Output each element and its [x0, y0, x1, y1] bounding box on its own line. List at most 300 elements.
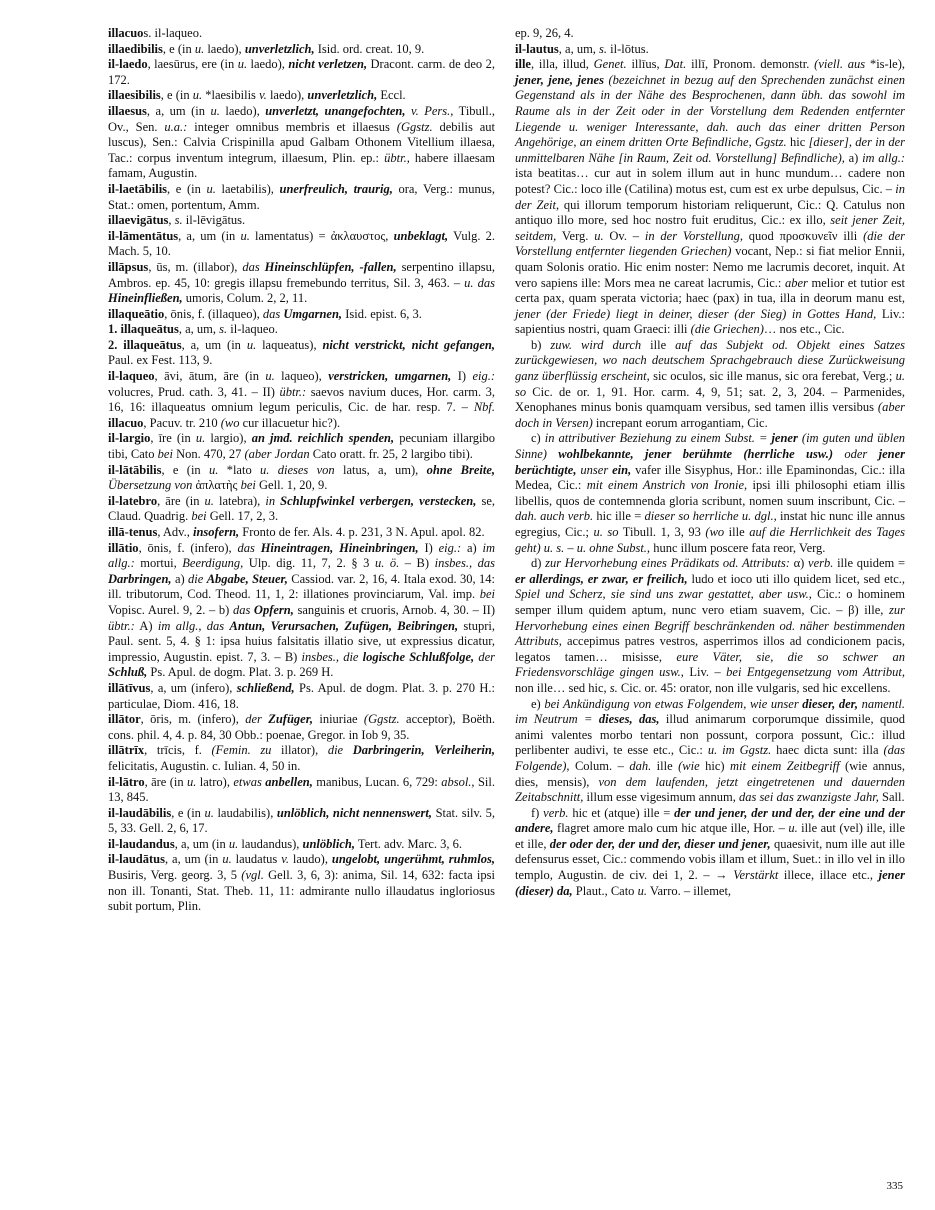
entry-text: , e (in [161, 462, 210, 477]
headword: il-laqueo [108, 369, 155, 384]
headword: illaqueātio [108, 306, 165, 321]
dictionary-entry [108, 260, 495, 307]
entry-text: (die Griechen) [690, 322, 764, 337]
entry-text: übtr.: [279, 384, 307, 399]
headword: il-laudābilis [108, 805, 172, 820]
entry-text: , e (in [171, 805, 205, 820]
entry-text: Gell. 1, 20, 9. [255, 478, 328, 493]
entry-text: u. [788, 821, 798, 836]
entry-text: *laesibilis [202, 88, 260, 103]
entry-text: latro), [196, 774, 234, 789]
entry-text: , a, um (in [164, 852, 223, 867]
entry-text: zur Hervorhebung eines Prädikats od. Attributs: [545, 556, 790, 571]
entry-text: u. [194, 41, 205, 56]
entry-text: α) [789, 556, 809, 571]
german-translation: Antun, Verursachen, Zufügen, Beibringen, [229, 618, 459, 633]
entry-text: pecuniam illargibo tibi, Cato [108, 431, 496, 462]
entry-text: , a, um (infero), [150, 680, 237, 695]
entry-text: d) [531, 556, 546, 571]
entry-text: Cato oratt. fr. 25, 2 largibo tibi). [309, 447, 473, 462]
entry-text: das [242, 259, 265, 274]
entry-text: (Femin. zu [211, 743, 272, 758]
entry-text: vafer ille Sisyphus, Hor.: ille Epaminondas, Cic.: illa Medea, Cic.: [515, 462, 906, 493]
entry-text: (wie [678, 758, 700, 773]
entry-text: Cic. de or. 1, 91. Hor. carm. 4, 9, 51; sat. 2, 3, 204. – Parmenides, Xenophanes minus bonis quamquam versibus, sed tamen illis versibus [515, 384, 905, 415]
entry-text: namentl. im Neutrum = [515, 696, 906, 727]
entry-text: , a, um, [558, 41, 600, 56]
headword: il-largio [108, 431, 151, 446]
entry-text: a) [171, 571, 189, 586]
entry-text: laedo), [204, 41, 245, 56]
entry-text: latebra), [213, 493, 266, 508]
german-translation: Opfern, [253, 602, 294, 617]
entry-text: Ps. Apul. de dogm. Plat. 3. p. 269 H. [147, 665, 334, 680]
dictionary-entry [108, 431, 495, 462]
entry-text: Spiel und Scherz, sie sind uns zwar gestattet, aber usw., [515, 587, 812, 602]
headword: il-laudandus [108, 836, 175, 851]
entry-text: im allg.: [108, 540, 495, 571]
entry-text: eig.: [472, 369, 496, 384]
entry-text: Beerdigung, [182, 556, 244, 571]
entry-text: , trīcis, f. [144, 743, 212, 758]
entry-text: umoris, Colum. 2, 2, 11. [182, 291, 308, 306]
entry-text: (Ggstz. [396, 119, 433, 134]
headword: illaevigātus [108, 213, 169, 228]
entry-text: , āre (in [157, 493, 205, 508]
entry-text: illīus, [626, 57, 665, 72]
entry-text: , ōnis, f. (illaqueo), [164, 306, 263, 321]
entry-text: in [265, 493, 281, 508]
entry-text: , laesūrus, ere (in [147, 57, 238, 72]
entry-text: – B) [399, 556, 435, 571]
entry-text: auf das Subjekt od. Objekt eines Satzes zurückgewiesen, wo nach deutschem Sprachgebrauch diese Zurückweisung ganz überflüssig erscheint, [515, 337, 906, 384]
dictionary-entry [515, 26, 905, 42]
entry-text: u. [209, 462, 219, 477]
entry-text: auf die Herrlichkeit des Tages geht) u. s. – u. ohne Subst., [515, 525, 906, 555]
german-translation: Darbringen, [108, 571, 172, 586]
entry-text: der [478, 649, 495, 664]
entry-text: insbes., die [301, 649, 363, 664]
entry-text: mit einem Anstrich von Ironie, [586, 478, 748, 493]
entry-text: der [245, 712, 269, 727]
entry-text: ille [641, 337, 676, 352]
entry-text: Verg. [556, 228, 595, 243]
dictionary-entry [515, 556, 905, 696]
entry-text: ludo et ioco uti illo quidem licet, sed etc., [687, 571, 905, 586]
german-translation: jener berüchtigte, [515, 447, 906, 477]
entry-text: laetabilis), [215, 181, 280, 196]
headword: illacuo [108, 415, 144, 430]
entry-text: (wo [220, 415, 240, 430]
entry-text: Dracont. carm. de deo 2, 172. [108, 57, 495, 87]
entry-text: [dieser], der in der unmittelbaren Nähe [in Raum, Zeit od. Vorstellung] Befindliche), [515, 135, 905, 165]
entry-text: s. [609, 680, 618, 695]
dictionary-entry [515, 697, 905, 806]
entry-text: Non. 470, 27 [172, 447, 245, 462]
entry-text: lamentatus) = ἀκλαυστος, [249, 228, 394, 243]
entry-text: bei Entgegensetzung vom Attribut, [726, 665, 906, 680]
entry-text: Verstärkt [733, 868, 779, 883]
entry-text: das [237, 540, 261, 555]
entry-text: laudabilis), [213, 805, 277, 820]
entry-text: serpentino illapsu, Ambros. ep. 45, 10: gregis illapsu fremebundo territus, Sil. 3, 463. – [108, 259, 496, 290]
entry-text: oder [844, 447, 879, 462]
dictionary-entry [108, 463, 495, 494]
entry-text: laudo), [288, 852, 332, 867]
entry-text: , ūs, m. (illabor), [148, 259, 243, 274]
entry-text: in der Vorstellung, [644, 228, 743, 243]
headword: illā-tenus [108, 525, 158, 539]
german-translation: unlöblich, [302, 836, 355, 851]
headword: il-lautus [515, 41, 559, 56]
entry-text: mortui, [134, 556, 183, 571]
entry-text: , e (in [160, 88, 193, 103]
entry-text: increpant eorum arrogantiam, Cic. [592, 415, 768, 430]
entry-text: Eccl. [377, 88, 406, 103]
headword: il-laedo [108, 57, 148, 72]
entry-text: u. so [593, 525, 619, 539]
entry-text: u. im Ggstz. [707, 743, 772, 758]
entry-text: Sil. 13, 845. [108, 774, 495, 805]
entry-text: saevos navium duces, Hor. carm. 3, 16, 16: illaqueatus omnium legum periculis, Cic. de har. resp. 7. – [108, 384, 495, 415]
entry-text: debilis aut luscus), Sen.: Calvia Crispinilla apud Galbam Othonem Vitellium illaesa, Tac.: corpus inventum integrum, illaesum, Plin. ep.: [108, 119, 495, 165]
dictionary-entry [108, 42, 495, 58]
dictionary-entry [108, 182, 495, 213]
dictionary-entry [108, 743, 495, 774]
entry-text: , [168, 213, 175, 228]
entry-text: die [188, 571, 207, 586]
entry-text: absol., [441, 774, 475, 789]
entry-text: bei Ankündigung von etwas Folgendem, wie unser [544, 696, 803, 711]
entry-text: ipsi illi philosophi etiam illis libellis, quos de contemnenda gloria scribunt, nomen suum inscribunt, Cic. – [515, 478, 905, 508]
entry-text: Stat. silv. 5, 5, 33. Gell. 2, 6, 17. [108, 805, 496, 836]
dictionary-entry [108, 213, 495, 229]
headword: ille [515, 57, 531, 72]
german-translation: jener (dieser) da, [515, 868, 905, 898]
entry-text: eure Väter, sie, die so schwer an Friedensvorschläge gingen usw., [515, 649, 905, 680]
entry-text: (wie annus, dies, mensis), [515, 758, 905, 789]
entry-text: integer omnibus membris et illaesus [187, 119, 397, 134]
entry-text: u.a.: [164, 119, 188, 134]
entry-text: non ille… sed hic, [515, 680, 610, 695]
left-column [108, 26, 495, 915]
german-translation: logische Schlußfolge, [362, 649, 475, 664]
headword: il-lāmentātus [108, 228, 179, 243]
entry-text: (wo [705, 525, 725, 539]
headword: illaedibilis [108, 41, 163, 56]
entry-text: u. [222, 852, 232, 867]
entry-text: ille aut (vel) ille, ille et ille, [515, 821, 905, 851]
entry-text: il-laqueo. [227, 322, 278, 337]
entry-text: , a, um (in [174, 836, 229, 851]
headword: il-laudātus [108, 852, 165, 867]
entry-text: illud animarum corporumque dissimile, quod animi valentes morbo tentari non possunt, corpora possunt, Cic.: illud perlibenter audivi, te esse etc., Cic.: [515, 712, 906, 758]
headword: illacuo [108, 26, 144, 40]
entry-text: accepimus patres vestros, asperrimos illos ad condicionem pacis, legatos tamen… misisse, [515, 634, 905, 664]
entry-text: il-lēvigātus. [182, 213, 246, 228]
headword: illaesibilis [108, 88, 161, 103]
german-translation: Hineinschlüpfen, -fallen, [264, 259, 397, 274]
german-translation: an jmd. reichlich spenden, [251, 431, 395, 446]
entry-text: quod προσκυνεῖν illi [742, 228, 864, 243]
german-translation: der oder der, der und der, dieser und jener, [549, 836, 771, 851]
german-translation: Hineinfließen, [108, 291, 183, 306]
entry-text: laedo), [266, 88, 308, 103]
dictionary-entry [108, 837, 495, 853]
entry-text: laqueo), [274, 369, 329, 384]
dictionary-entry [108, 338, 495, 369]
entry-text: illator), [271, 743, 328, 758]
entry-text [547, 447, 558, 461]
entry-text: Tibull. 1, 3, 93 [618, 525, 706, 539]
entry-text: (aber doch in Versen) [515, 400, 905, 430]
entry-text: , a, um (in [181, 337, 247, 352]
entry-text: hic) [699, 758, 731, 773]
entry-text: illī, Pronom. demonstr. [686, 57, 815, 72]
entry-text: se, Claud. Quadrig. [108, 493, 495, 524]
german-translation: ohne Breite, [426, 462, 496, 477]
entry-text: mit einem Zeitbegriff [730, 758, 840, 773]
german-translation: dieser, der, [802, 696, 858, 711]
entry-text: il-lōtus. [607, 41, 649, 56]
german-translation: nicht verletzen, [288, 57, 368, 72]
entry-text: , ōnis, f. (infero), [138, 540, 238, 555]
headword: il-laetābilis [108, 181, 168, 196]
entry-text: u. [187, 774, 197, 789]
german-translation: er allerdings, er zwar, er freilich, [515, 571, 688, 586]
entry-text: flagret amore malo cum hic atque ille, Hor. – [553, 821, 789, 836]
entry-text: (viell. aus [814, 57, 866, 72]
entry-text: etwas [233, 774, 266, 789]
german-translation: unverletzlich, [307, 88, 378, 103]
entry-text: laedo), [247, 57, 289, 72]
dictionary-entry [108, 494, 495, 525]
entry-text: bei [191, 509, 207, 524]
entry-text: qui illorum temporum historiam reliquerunt, Cic.: Q. Catulus non antiquo illo more, sed hoc nostro fuit eruditus, Cic.: ex illo, [515, 197, 905, 228]
entry-text: Liv.: sapientius nostri, quam Graeci: illi [515, 306, 905, 337]
entry-text: haec dicta sunt: illa [771, 743, 884, 758]
entry-text: eig.: [438, 540, 462, 555]
entry-text: u. [237, 57, 248, 72]
entry-text: das [262, 306, 284, 321]
right-column [515, 26, 905, 899]
entry-text: dah. [629, 758, 652, 773]
entry-text: b) [531, 337, 551, 352]
entry-text: laqueatus), [256, 337, 323, 352]
headword: illātio [108, 540, 139, 555]
entry-text: laedo), [219, 103, 266, 118]
entry-text: Tert. adv. Marc. 3, 6. [354, 836, 463, 851]
entry-text: felicitatis, Augustin. c. Iulian. 4, 50 in. [108, 758, 301, 773]
entry-text: u. dieses von [260, 462, 335, 477]
entry-text: ille [724, 525, 750, 539]
german-translation: Umgarnen, [283, 306, 343, 321]
entry-text: (die der Vorstellung entfernter liegenden Griechen) [515, 228, 905, 259]
entry-text: u. [210, 103, 220, 118]
entry-text: übtr.: [108, 618, 135, 633]
entry-text: ora, Verg.: munus, Stat.: omen, portentum, Amm. [108, 181, 496, 212]
entry-text: Ps. Apul. de dogm. Plat. 3. p. 270 H.: particulae, Diom. 416, 18. [108, 680, 495, 711]
entry-text: Liv. – [683, 665, 727, 680]
entry-text: u. [192, 88, 203, 103]
entry-text: habere illaesam famam, Augustin. [108, 150, 495, 181]
entry-text: iniuriae [313, 712, 364, 727]
entry-text: c) [531, 431, 545, 446]
entry-text: a) [844, 150, 863, 165]
headword: 2. illaqueātus [108, 337, 182, 352]
entry-text: , a, um (in [146, 103, 211, 118]
entry-text: hunc illum poscere fata reor, Verg. [650, 540, 826, 555]
german-translation: anbellen, [265, 774, 313, 789]
entry-text: u. das [464, 275, 495, 290]
entry-text: Isid. epist. 6, 3. [342, 306, 422, 321]
entry-text: von dem laufenden, jetzt eingetretenen und dauernden Zeitabschnitt, [515, 774, 905, 805]
dictionary-entry [108, 775, 495, 806]
german-translation: jener [771, 431, 798, 446]
dictionary-entry [108, 712, 495, 743]
entry-text: … nos etc., Cic. [763, 322, 845, 337]
dictionary-entry [108, 229, 495, 260]
entry-text: illum esse vigesimum annum, [583, 790, 739, 805]
entry-text: u. [246, 337, 257, 352]
entry-text: zur Hervorhebung eines einen Begriff beschränkenden od. näher bestimmenden Attributs, [515, 602, 905, 649]
entry-text: u. [637, 883, 647, 898]
entry-text: u. so [515, 369, 906, 399]
entry-text: melior et tutior est certa pax, quam sperata victoria; haec (pax) in tua, illa in deorum manu est, [515, 275, 905, 306]
german-translation: unbeklagt, [393, 228, 449, 243]
dictionary-entry [515, 57, 905, 338]
entry-text: ἀπλατὴς [192, 478, 241, 493]
entry-text: instat hic nunc ille annus egregius, Cic.; [515, 509, 905, 539]
dictionary-entry [108, 369, 495, 431]
entry-text: acceptor), Boëth. cons. phil. 4, 4. p. 84, 30 Obb.: poenae, Gregor. in Iob 9, 35. [108, 712, 495, 742]
entry-text: quaesivit, num ille aut ille defensurus esset, Cic.: commendo vobis illam et illum, Suet.: in illo vel in illo templo, Augustin. de civ. dei 1, 2. – → [515, 836, 905, 883]
headword: illātrīx [108, 743, 145, 758]
dictionary-entry [108, 852, 495, 914]
entry-text: *lato [218, 462, 261, 477]
entry-text: sic oculos, sic ille manus, sic ora ferebat, Verg.; [649, 369, 896, 384]
entry-text: s. [174, 213, 183, 228]
german-translation: insofern, [192, 525, 240, 539]
entry-text: , āre (in [144, 774, 188, 789]
entry-text: s. il-laqueo. [143, 26, 203, 40]
dictionary-entry [108, 541, 495, 681]
headword: illaesus [108, 103, 147, 118]
entry-text: bei [479, 587, 495, 602]
entry-text: bei [240, 478, 256, 493]
entry-text: laudandus), [238, 836, 303, 851]
entry-text: Vulg. 2. Mach. 5, 10. [108, 228, 495, 259]
headword: il-lātābilis [108, 462, 162, 477]
entry-text: v. Pers., [410, 103, 454, 118]
entry-text: unser [580, 462, 613, 477]
entry-text: e) [531, 696, 545, 711]
headword: il-latebro [108, 493, 158, 508]
entry-text: Isid. ord. creat. 10, 9. [314, 41, 425, 56]
entry-text: (das Folgende), [515, 743, 905, 773]
entry-text: übtr., [384, 150, 410, 165]
entry-text: , e (in [167, 181, 207, 196]
german-translation: jener, jene, jenes [515, 72, 604, 87]
entry-text: verb. [543, 805, 569, 820]
dictionary-entry [515, 806, 905, 900]
entry-text: , Adv., [157, 525, 193, 539]
entry-text: u. [240, 228, 250, 243]
entry-text: die [327, 743, 353, 758]
entry-text: hic ille = [593, 509, 645, 524]
entry-text [833, 447, 844, 461]
entry-text: Gell. 17, 2, 3. [206, 509, 279, 524]
entry-text: cur illacuetur hic?). [239, 415, 341, 430]
german-translation: der und jener, der und der, der eine und der andere, [515, 805, 906, 836]
entry-text: Fronto de fer. Als. 4. p. 231, 3 N. Apul. apol. 82. [239, 525, 485, 539]
entry-text: u. ö. [374, 556, 400, 571]
dictionary-entry [108, 88, 495, 104]
entry-text: verb. [808, 556, 834, 571]
entry-text: im allg.: [862, 150, 905, 165]
entry-text: dah. auch verb. [515, 509, 594, 524]
entry-text: ista beatitas… cur aut in solem illum aut in hunc mundum… cadere non potest? Cic.: loco ille (Catilina) motus est, cum est ex urbe depulsus, Cic. – [515, 166, 905, 196]
entry-text: Vopisc. Aurel. 9, 2. – b) [108, 602, 233, 617]
dictionary-entry [515, 338, 905, 432]
entry-text: volucres, Prud. cath. 3, 41. – II) [108, 384, 280, 399]
entry-text: Colum. – [569, 758, 630, 773]
entry-text: Übersetzung von [108, 478, 193, 493]
entry-text: (im guten und üblen Sinne) [515, 431, 906, 462]
entry-text: hic [786, 135, 809, 150]
german-translation: ein, [612, 462, 632, 477]
dictionary-entry [108, 525, 495, 541]
dictionary-entry [108, 806, 495, 837]
entry-text: aber [784, 275, 808, 290]
entry-text: insbes., das [434, 556, 495, 571]
german-translation: unverletzt, unangefochten, [265, 103, 406, 118]
entry-text: Busiris, Verg. georg. 3, 5 [108, 868, 242, 883]
entry-text: , īre (in [150, 431, 196, 446]
german-translation: unlöblich, nicht nennenswert, [276, 805, 432, 820]
dictionary-entry [515, 42, 905, 58]
entry-text: , āvi, ātum, āre (in [154, 369, 266, 384]
entry-text: Nbf. [473, 400, 495, 415]
entry-text: im allg., das [157, 618, 230, 633]
headword: illātor [108, 712, 141, 727]
entry-text: (bezeichnet in bezug auf den Sprechenden zunächst einen Gegenstand als in der Nähe des Besprochenen, dann übh. das sowohl im Raume als in der Zeit oder in der Vorstellung dem Redenden entfernter Liegende u. weniger Interessante, dah. auch das einer dritten Person Angehörige, an einem dritten Orte Befindliche, Ggstz. [515, 72, 906, 150]
entry-text: u. [265, 369, 275, 384]
headword: illātīvus [108, 680, 151, 695]
entry-text: laudatus [231, 852, 282, 867]
entry-text: u. [195, 431, 206, 446]
entry-text: (Ggstz. [363, 712, 400, 727]
entry-text: in der Zeit, [515, 181, 905, 212]
entry-text: , a, um, [178, 322, 220, 337]
entry-text: seit jener Zeit, seitdem, [515, 213, 905, 243]
entry-text: Paul. ex Fest. 113, 9. [108, 353, 213, 368]
dictionary-entry [108, 681, 495, 712]
entry-text: stupri, Paul. sent. 5, 4. § 1: ipsa huius falsitatis illatio sive, ut expressius dicatur, impressio, Augustin. epist. 7, 3. – B) [108, 618, 496, 664]
entry-text: hic et (atque) ille = [568, 805, 675, 820]
entry-text: *is-le), [865, 57, 906, 72]
entry-text: Dat. [664, 57, 687, 72]
entry-text: ille quidem = [833, 556, 905, 571]
entry-text: Sall. [878, 790, 905, 805]
headword: 1. illaqueātus [108, 322, 179, 337]
entry-text: v. [259, 88, 267, 103]
entry-text: (aber Jordan [244, 447, 310, 462]
entry-text: das sei das zwanzigste Jahr, [738, 790, 879, 805]
entry-text: s. [219, 322, 228, 337]
german-translation: Schluß, [108, 665, 148, 680]
german-translation: verstricken, umgarnen, [328, 369, 452, 384]
